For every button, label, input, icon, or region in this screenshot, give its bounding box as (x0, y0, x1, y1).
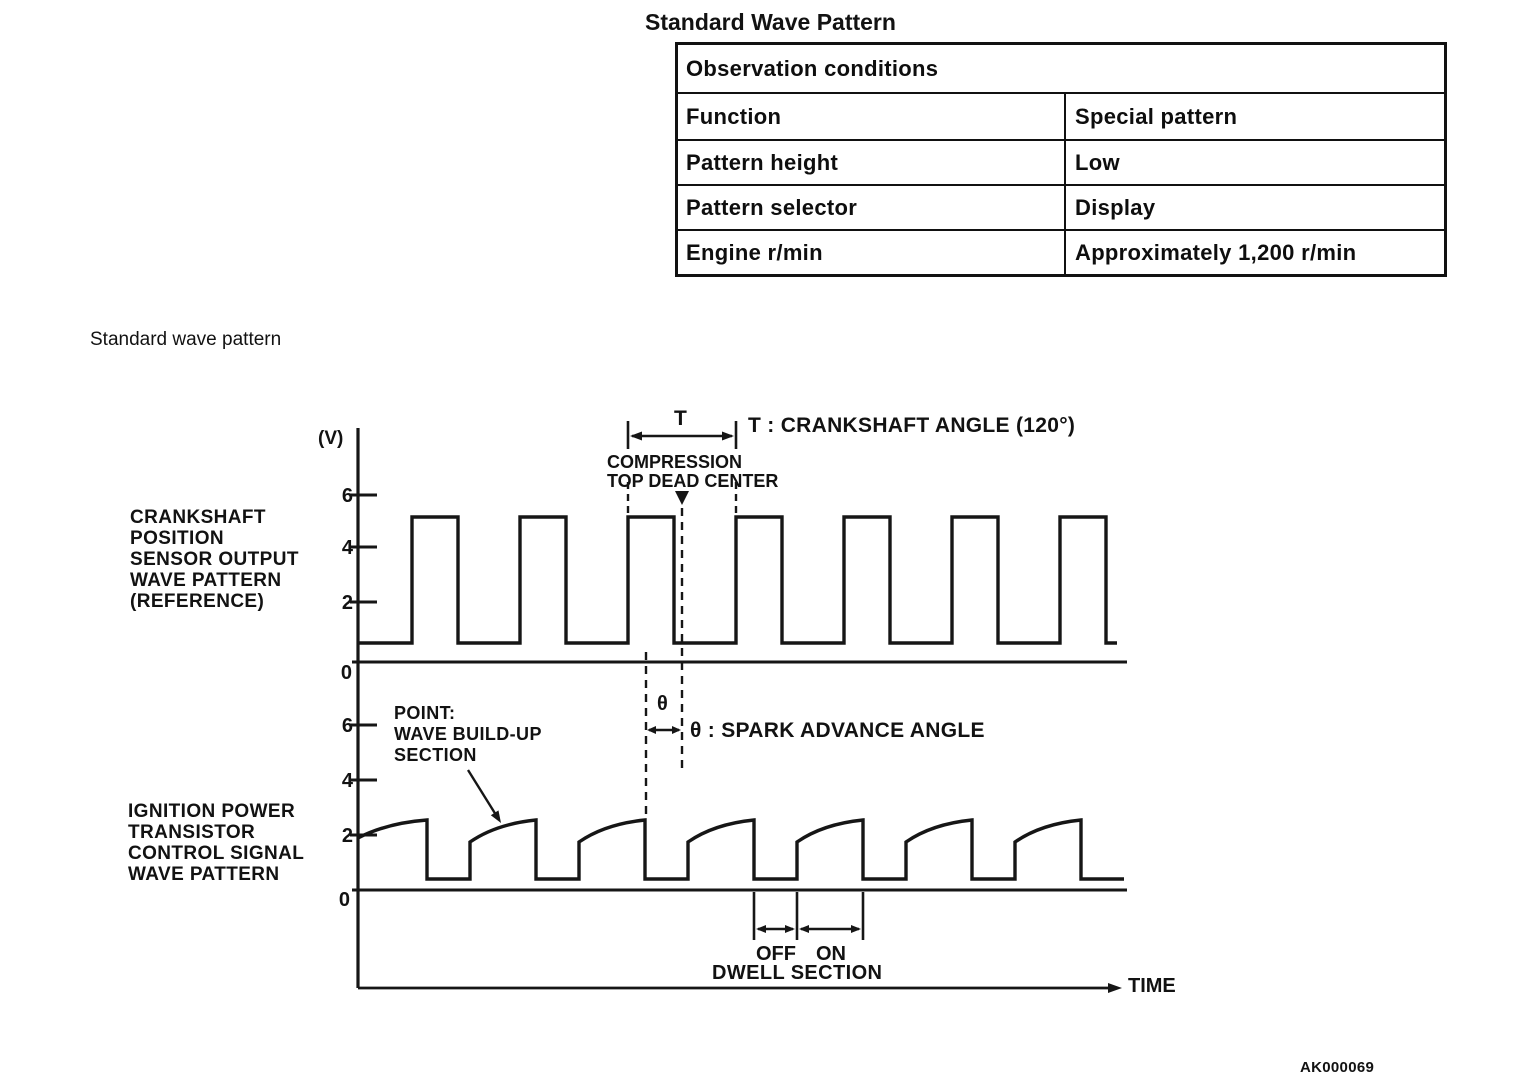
point-arrow (468, 770, 501, 823)
dwell-off-label: OFF (756, 943, 796, 965)
top-waveform (358, 517, 1117, 643)
point-label-line: POINT: (394, 703, 456, 723)
bottom-wave-name-line: WAVE PATTERN (128, 864, 280, 885)
time-axis (358, 983, 1122, 993)
row-function-cell: Pattern selector (678, 186, 1066, 229)
tdc-marker (675, 491, 689, 770)
column-header-function: Function (678, 94, 1066, 139)
top-wave-name-line: POSITION (130, 528, 224, 549)
row-function-cell: Engine r/min (678, 231, 1066, 274)
row-value-cell: Low (1075, 149, 1120, 175)
top-wave-name-line: CRANKSHAFT (130, 507, 266, 528)
bottom-wave-name-line: IGNITION POWER (128, 801, 296, 822)
spark-advance-label: θ : SPARK ADVANCE ANGLE (690, 719, 985, 742)
bottom-axis-tick-6: 6 (341, 715, 353, 737)
top-axis-tick-0: 0 (340, 662, 352, 684)
row-value-cell: Approximately 1,200 r/min (1075, 239, 1357, 265)
page-title: Standard Wave Pattern (645, 9, 896, 35)
voltage-unit-label: (V) (318, 428, 344, 449)
point-label-line: SECTION (394, 745, 477, 765)
theta-symbol: θ (657, 693, 668, 715)
section-subtitle: Standard wave pattern (90, 329, 282, 350)
figure-code: AK000069 (1300, 1059, 1375, 1076)
column-header-special-pattern: Special pattern (1075, 103, 1238, 129)
top-axis-tick-4: 4 (341, 537, 353, 559)
bottom-axis-tick-2: 2 (341, 825, 353, 847)
bottom-axis-tick-4: 4 (341, 770, 353, 792)
theta-measure (646, 652, 681, 818)
top-axis-tick-2: 2 (341, 592, 353, 614)
top-wave-name-line: SENSOR OUTPUT (130, 549, 299, 570)
row-function-cell: Pattern height (678, 141, 1066, 184)
bottom-axis-tick-0: 0 (338, 889, 350, 911)
dwell-on-label: ON (816, 943, 846, 965)
table-header-text: Observation conditions (686, 55, 939, 81)
axis-lines (350, 428, 1127, 988)
top-axis-tick-6: 6 (341, 485, 353, 507)
dwell-section-label: DWELL SECTION (712, 962, 883, 984)
row-value-cell: Display (1075, 194, 1156, 220)
top-wave-name-line: WAVE PATTERN (130, 570, 282, 591)
dwell-measure (754, 892, 863, 940)
bottom-wave-name-line: CONTROL SIGNAL (128, 843, 305, 864)
compression-label-line2: TOP DEAD CENTER (607, 471, 779, 491)
bottom-wave-name-line: TRANSISTOR (128, 822, 256, 843)
compression-label-line1: COMPRESSION (607, 452, 743, 472)
bottom-waveform (358, 820, 1124, 879)
point-label-line: WAVE BUILD-UP (394, 724, 542, 744)
t-symbol: T (674, 407, 687, 430)
time-axis-label: TIME (1128, 975, 1176, 997)
crankshaft-angle-label: T : CRANKSHAFT ANGLE (120°) (748, 414, 1076, 437)
top-wave-name-line: (REFERENCE) (130, 591, 265, 612)
